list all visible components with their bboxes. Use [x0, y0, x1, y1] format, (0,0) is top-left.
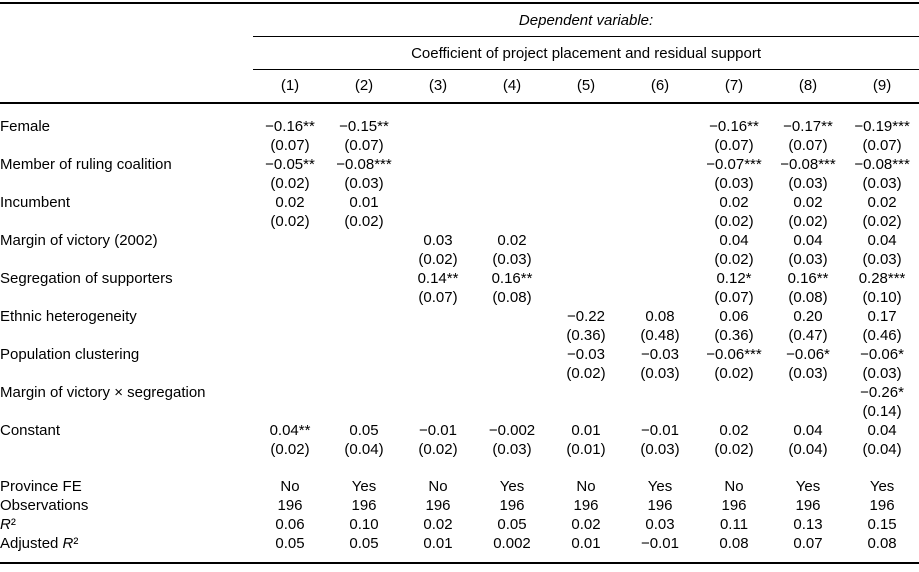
- variable-label: Segregation of supporters: [0, 270, 173, 287]
- estimate-cell: 0.04: [719, 232, 749, 249]
- estimate-cell: 0.01: [571, 422, 601, 439]
- summary-label: Province FE: [0, 478, 82, 495]
- std-error-cell: (0.03): [788, 251, 828, 268]
- summary-value: 0.10: [349, 516, 379, 533]
- summary-row: [0, 496, 919, 515]
- std-error-cell: [401, 212, 475, 231]
- std-error-cell: (0.46): [862, 327, 902, 344]
- summary-value: 0.07: [793, 535, 823, 552]
- empty-label-cell: [0, 212, 253, 231]
- std-error-cell: [549, 250, 623, 269]
- std-error-cell: (0.10): [862, 289, 902, 306]
- coefficient-row: [0, 421, 919, 440]
- variable-label: Margin of victory × segregation: [0, 384, 206, 401]
- std-error-row: [0, 212, 919, 231]
- variable-label: Ethnic heterogeneity: [0, 308, 137, 325]
- std-error-cell: [549, 174, 623, 193]
- summary-value: 0.002: [493, 535, 531, 552]
- std-error-cell: (0.02): [714, 441, 754, 458]
- column-header: (6): [623, 70, 697, 104]
- summary-section: [0, 459, 919, 563]
- std-error-cell: (0.07): [788, 137, 828, 154]
- estimate-cell: −0.06*: [860, 346, 904, 363]
- std-error-cell: [475, 326, 549, 345]
- coefficient-row: [0, 269, 919, 288]
- summary-value: −0.01: [641, 535, 679, 552]
- estimate-cell: [327, 231, 401, 250]
- summary-label: Adjusted R²: [0, 535, 79, 552]
- std-error-cell: (0.36): [714, 327, 754, 344]
- column-header: (8): [771, 70, 845, 104]
- estimate-cell: 0.02: [719, 422, 749, 439]
- estimate-cell: 0.16**: [787, 270, 829, 287]
- empty-label-cell: [0, 326, 253, 345]
- std-error-cell: (0.07): [862, 137, 902, 154]
- column-number-row: [0, 70, 919, 104]
- estimate-cell: [253, 231, 327, 250]
- estimate-cell: [475, 193, 549, 212]
- summary-value: 0.05: [275, 535, 305, 552]
- estimate-cell: [623, 193, 697, 212]
- estimate-cell: 0.02: [719, 194, 749, 211]
- std-error-cell: [327, 288, 401, 307]
- column-header: (9): [845, 70, 919, 104]
- estimate-cell: −0.05**: [265, 156, 315, 173]
- estimate-cell: −0.01: [419, 422, 457, 439]
- estimate-cell: [401, 345, 475, 364]
- std-error-cell: [475, 212, 549, 231]
- estimate-cell: −0.26*: [860, 384, 904, 401]
- estimate-cell: 0.04: [793, 232, 823, 249]
- coefficient-section: [0, 103, 919, 459]
- dependent-variable-label: Dependent variable:: [253, 3, 919, 37]
- empty-label-cell: [0, 288, 253, 307]
- std-error-row: [0, 250, 919, 269]
- std-error-cell: [401, 136, 475, 155]
- estimate-cell: [401, 103, 475, 136]
- summary-value: Yes: [795, 478, 821, 495]
- estimate-cell: 0.02: [867, 194, 897, 211]
- std-error-cell: (0.07): [344, 137, 384, 154]
- summary-value: 196: [573, 497, 599, 514]
- estimate-cell: [549, 193, 623, 212]
- std-error-cell: [623, 288, 697, 307]
- std-error-cell: (0.03): [492, 441, 532, 458]
- estimate-cell: [327, 383, 401, 402]
- std-error-cell: [253, 402, 327, 421]
- std-error-cell: [327, 250, 401, 269]
- variable-label: Incumbent: [0, 194, 71, 211]
- std-error-cell: [401, 402, 475, 421]
- estimate-cell: 0.02: [793, 194, 823, 211]
- summary-value: Yes: [647, 478, 673, 495]
- estimate-cell: [475, 103, 549, 136]
- std-error-cell: (0.02): [270, 213, 310, 230]
- std-error-cell: [401, 364, 475, 383]
- empty-label-cell: [0, 174, 253, 193]
- estimate-cell: −0.15**: [339, 118, 389, 135]
- summary-value: 0.06: [275, 516, 305, 533]
- estimate-cell: [253, 345, 327, 364]
- std-error-cell: [327, 402, 401, 421]
- coefficient-row: [0, 231, 919, 250]
- estimate-cell: 0.20: [793, 308, 823, 325]
- summary-row: [0, 515, 919, 534]
- summary-value: No: [280, 478, 300, 495]
- summary-value: 0.01: [571, 535, 601, 552]
- estimate-cell: 0.01: [349, 194, 379, 211]
- estimate-cell: 0.08: [645, 308, 675, 325]
- std-error-cell: (0.03): [788, 175, 828, 192]
- std-error-cell: (0.03): [862, 251, 902, 268]
- estimate-cell: 0.04: [867, 232, 897, 249]
- empty-label-cell: [0, 440, 253, 459]
- estimate-cell: −0.07***: [706, 156, 762, 173]
- std-error-cell: (0.36): [566, 327, 606, 344]
- summary-value: 196: [647, 497, 673, 514]
- variable-label: Female: [0, 118, 51, 135]
- estimate-cell: [253, 383, 327, 402]
- estimate-cell: −0.08***: [854, 156, 910, 173]
- std-error-cell: [623, 212, 697, 231]
- estimate-cell: [623, 155, 697, 174]
- summary-value: 196: [499, 497, 525, 514]
- summary-value: 196: [351, 497, 377, 514]
- summary-value: 196: [425, 497, 451, 514]
- estimate-cell: [475, 383, 549, 402]
- summary-row: [0, 534, 919, 563]
- std-error-cell: [475, 174, 549, 193]
- summary-value: 0.02: [571, 516, 601, 533]
- std-error-cell: (0.03): [788, 365, 828, 382]
- std-error-cell: (0.07): [714, 137, 754, 154]
- estimate-cell: −0.002: [488, 422, 536, 439]
- summary-value: No: [576, 478, 596, 495]
- summary-value: 196: [795, 497, 821, 514]
- dependent-variable-name: Coefficient of project placement and residual support: [253, 37, 919, 70]
- std-error-cell: (0.02): [270, 175, 310, 192]
- coefficient-row: [0, 193, 919, 212]
- estimate-cell: −0.03: [641, 346, 679, 363]
- std-error-cell: [253, 364, 327, 383]
- estimate-cell: [549, 231, 623, 250]
- estimate-cell: −0.06***: [706, 346, 762, 363]
- estimate-cell: [475, 307, 549, 326]
- std-error-row: [0, 402, 919, 421]
- estimate-cell: [623, 103, 697, 136]
- estimate-cell: 0.04: [867, 422, 897, 439]
- summary-value: No: [428, 478, 448, 495]
- std-error-cell: (0.01): [566, 441, 606, 458]
- estimate-cell: [253, 269, 327, 288]
- table-header: [0, 3, 919, 103]
- estimate-cell: [327, 307, 401, 326]
- std-error-cell: [327, 364, 401, 383]
- estimate-cell: [401, 155, 475, 174]
- std-error-cell: (0.14): [862, 403, 902, 420]
- estimate-cell: −0.08***: [780, 156, 836, 173]
- estimate-cell: 0.12*: [716, 270, 752, 287]
- summary-value: 0.08: [719, 535, 749, 552]
- std-error-row: [0, 136, 919, 155]
- std-error-cell: [401, 326, 475, 345]
- std-error-cell: [549, 288, 623, 307]
- estimate-cell: [401, 193, 475, 212]
- summary-row: [0, 459, 919, 496]
- estimate-cell: [549, 383, 623, 402]
- empty-label-cell: [0, 136, 253, 155]
- std-error-cell: (0.03): [862, 175, 902, 192]
- dependent-variable-row: [0, 3, 919, 37]
- estimate-cell: −0.19***: [854, 118, 910, 135]
- summary-value: 0.01: [423, 535, 453, 552]
- std-error-cell: (0.03): [344, 175, 384, 192]
- std-error-row: [0, 326, 919, 345]
- estimate-cell: −0.17**: [783, 118, 833, 135]
- estimate-cell: 0.14**: [417, 270, 459, 287]
- std-error-cell: (0.04): [862, 441, 902, 458]
- header-stub-cell: [0, 3, 253, 37]
- estimate-cell: [401, 383, 475, 402]
- std-error-cell: (0.03): [492, 251, 532, 268]
- summary-value: 196: [277, 497, 303, 514]
- std-error-cell: (0.02): [270, 441, 310, 458]
- summary-value: 196: [721, 497, 747, 514]
- variable-label: Constant: [0, 422, 61, 439]
- std-error-cell: [623, 402, 697, 421]
- summary-value: Yes: [499, 478, 525, 495]
- regression-table: [0, 2, 919, 564]
- std-error-cell: (0.48): [640, 327, 680, 344]
- std-error-cell: (0.02): [418, 441, 458, 458]
- variable-label: Member of ruling coalition: [0, 156, 172, 173]
- std-error-cell: (0.02): [862, 213, 902, 230]
- coefficient-row: [0, 383, 919, 402]
- estimate-cell: 0.04**: [269, 422, 311, 439]
- coefficient-row: [0, 103, 919, 136]
- std-error-cell: (0.03): [640, 441, 680, 458]
- estimate-cell: −0.16**: [265, 118, 315, 135]
- std-error-cell: [623, 250, 697, 269]
- std-error-cell: [623, 174, 697, 193]
- estimate-cell: [623, 231, 697, 250]
- empty-label-cell: [0, 364, 253, 383]
- std-error-row: [0, 288, 919, 307]
- coefficient-row: [0, 155, 919, 174]
- std-error-cell: (0.07): [270, 137, 310, 154]
- summary-value: 0.13: [793, 516, 823, 533]
- column-header: (2): [327, 70, 401, 104]
- std-error-cell: [253, 326, 327, 345]
- std-error-cell: [401, 174, 475, 193]
- header-stub-cell: [0, 70, 253, 104]
- std-error-cell: (0.08): [788, 289, 828, 306]
- summary-value: 0.03: [645, 516, 675, 533]
- estimate-cell: [549, 155, 623, 174]
- std-error-cell: [771, 402, 845, 421]
- estimate-cell: −0.06*: [786, 346, 830, 363]
- summary-value: 0.05: [349, 535, 379, 552]
- estimate-cell: [549, 269, 623, 288]
- std-error-cell: [697, 402, 771, 421]
- std-error-cell: (0.02): [714, 251, 754, 268]
- std-error-cell: (0.08): [492, 289, 532, 306]
- estimate-cell: 0.02: [275, 194, 305, 211]
- dependent-variable-name-row: [0, 37, 919, 70]
- estimate-cell: [475, 155, 549, 174]
- column-header: (4): [475, 70, 549, 104]
- empty-label-cell: [0, 250, 253, 269]
- std-error-cell: [549, 136, 623, 155]
- std-error-cell: (0.03): [714, 175, 754, 192]
- estimate-cell: [475, 345, 549, 364]
- estimate-cell: [549, 103, 623, 136]
- summary-value: 0.08: [867, 535, 897, 552]
- summary-label: R²: [0, 516, 16, 533]
- estimate-cell: −0.16**: [709, 118, 759, 135]
- std-error-cell: [327, 326, 401, 345]
- estimate-cell: [327, 269, 401, 288]
- std-error-cell: [475, 136, 549, 155]
- estimate-cell: [623, 383, 697, 402]
- std-error-cell: (0.04): [344, 441, 384, 458]
- summary-value: Yes: [351, 478, 377, 495]
- column-header: (7): [697, 70, 771, 104]
- column-header: (1): [253, 70, 327, 104]
- std-error-cell: [549, 212, 623, 231]
- std-error-cell: [475, 364, 549, 383]
- variable-label: Margin of victory (2002): [0, 232, 158, 249]
- column-header: (3): [401, 70, 475, 104]
- estimate-cell: [253, 307, 327, 326]
- estimate-cell: 0.05: [349, 422, 379, 439]
- std-error-cell: (0.02): [714, 365, 754, 382]
- std-error-cell: (0.47): [788, 327, 828, 344]
- estimate-cell: 0.16**: [491, 270, 533, 287]
- estimate-cell: [401, 307, 475, 326]
- estimate-cell: −0.22: [567, 308, 605, 325]
- std-error-cell: (0.02): [418, 251, 458, 268]
- estimate-cell: [697, 383, 771, 402]
- estimate-cell: 0.04: [793, 422, 823, 439]
- std-error-row: [0, 364, 919, 383]
- std-error-cell: (0.03): [862, 365, 902, 382]
- std-error-cell: [253, 288, 327, 307]
- std-error-cell: (0.02): [714, 213, 754, 230]
- std-error-cell: (0.02): [344, 213, 384, 230]
- std-error-cell: (0.02): [788, 213, 828, 230]
- estimate-cell: [771, 383, 845, 402]
- estimate-cell: −0.08***: [336, 156, 392, 173]
- estimate-cell: −0.03: [567, 346, 605, 363]
- std-error-cell: (0.07): [714, 289, 754, 306]
- summary-label: Observations: [0, 497, 89, 514]
- empty-label-cell: [0, 402, 253, 421]
- estimate-cell: [327, 345, 401, 364]
- std-error-cell: (0.04): [788, 441, 828, 458]
- std-error-cell: (0.02): [566, 365, 606, 382]
- coefficient-row: [0, 345, 919, 364]
- header-stub-cell: [0, 37, 253, 70]
- std-error-row: [0, 174, 919, 193]
- estimate-cell: −0.01: [641, 422, 679, 439]
- std-error-cell: [623, 136, 697, 155]
- coefficient-row: [0, 307, 919, 326]
- estimate-cell: 0.06: [719, 308, 749, 325]
- std-error-cell: [253, 250, 327, 269]
- summary-value: Yes: [869, 478, 895, 495]
- std-error-cell: [549, 402, 623, 421]
- estimate-cell: 0.03: [423, 232, 453, 249]
- summary-value: 0.15: [867, 516, 897, 533]
- std-error-cell: (0.07): [418, 289, 458, 306]
- summary-value: No: [724, 478, 744, 495]
- summary-value: 0.11: [719, 516, 749, 533]
- std-error-cell: [475, 402, 549, 421]
- estimate-cell: 0.17: [867, 308, 897, 325]
- column-header: (5): [549, 70, 623, 104]
- estimate-cell: [623, 269, 697, 288]
- variable-label: Population clustering: [0, 346, 140, 363]
- std-error-cell: (0.03): [640, 365, 680, 382]
- estimate-cell: 0.28***: [858, 270, 906, 287]
- summary-value: 196: [869, 497, 895, 514]
- estimate-cell: 0.02: [497, 232, 527, 249]
- summary-value: 0.02: [423, 516, 453, 533]
- summary-value: 0.05: [497, 516, 527, 533]
- std-error-row: [0, 440, 919, 459]
